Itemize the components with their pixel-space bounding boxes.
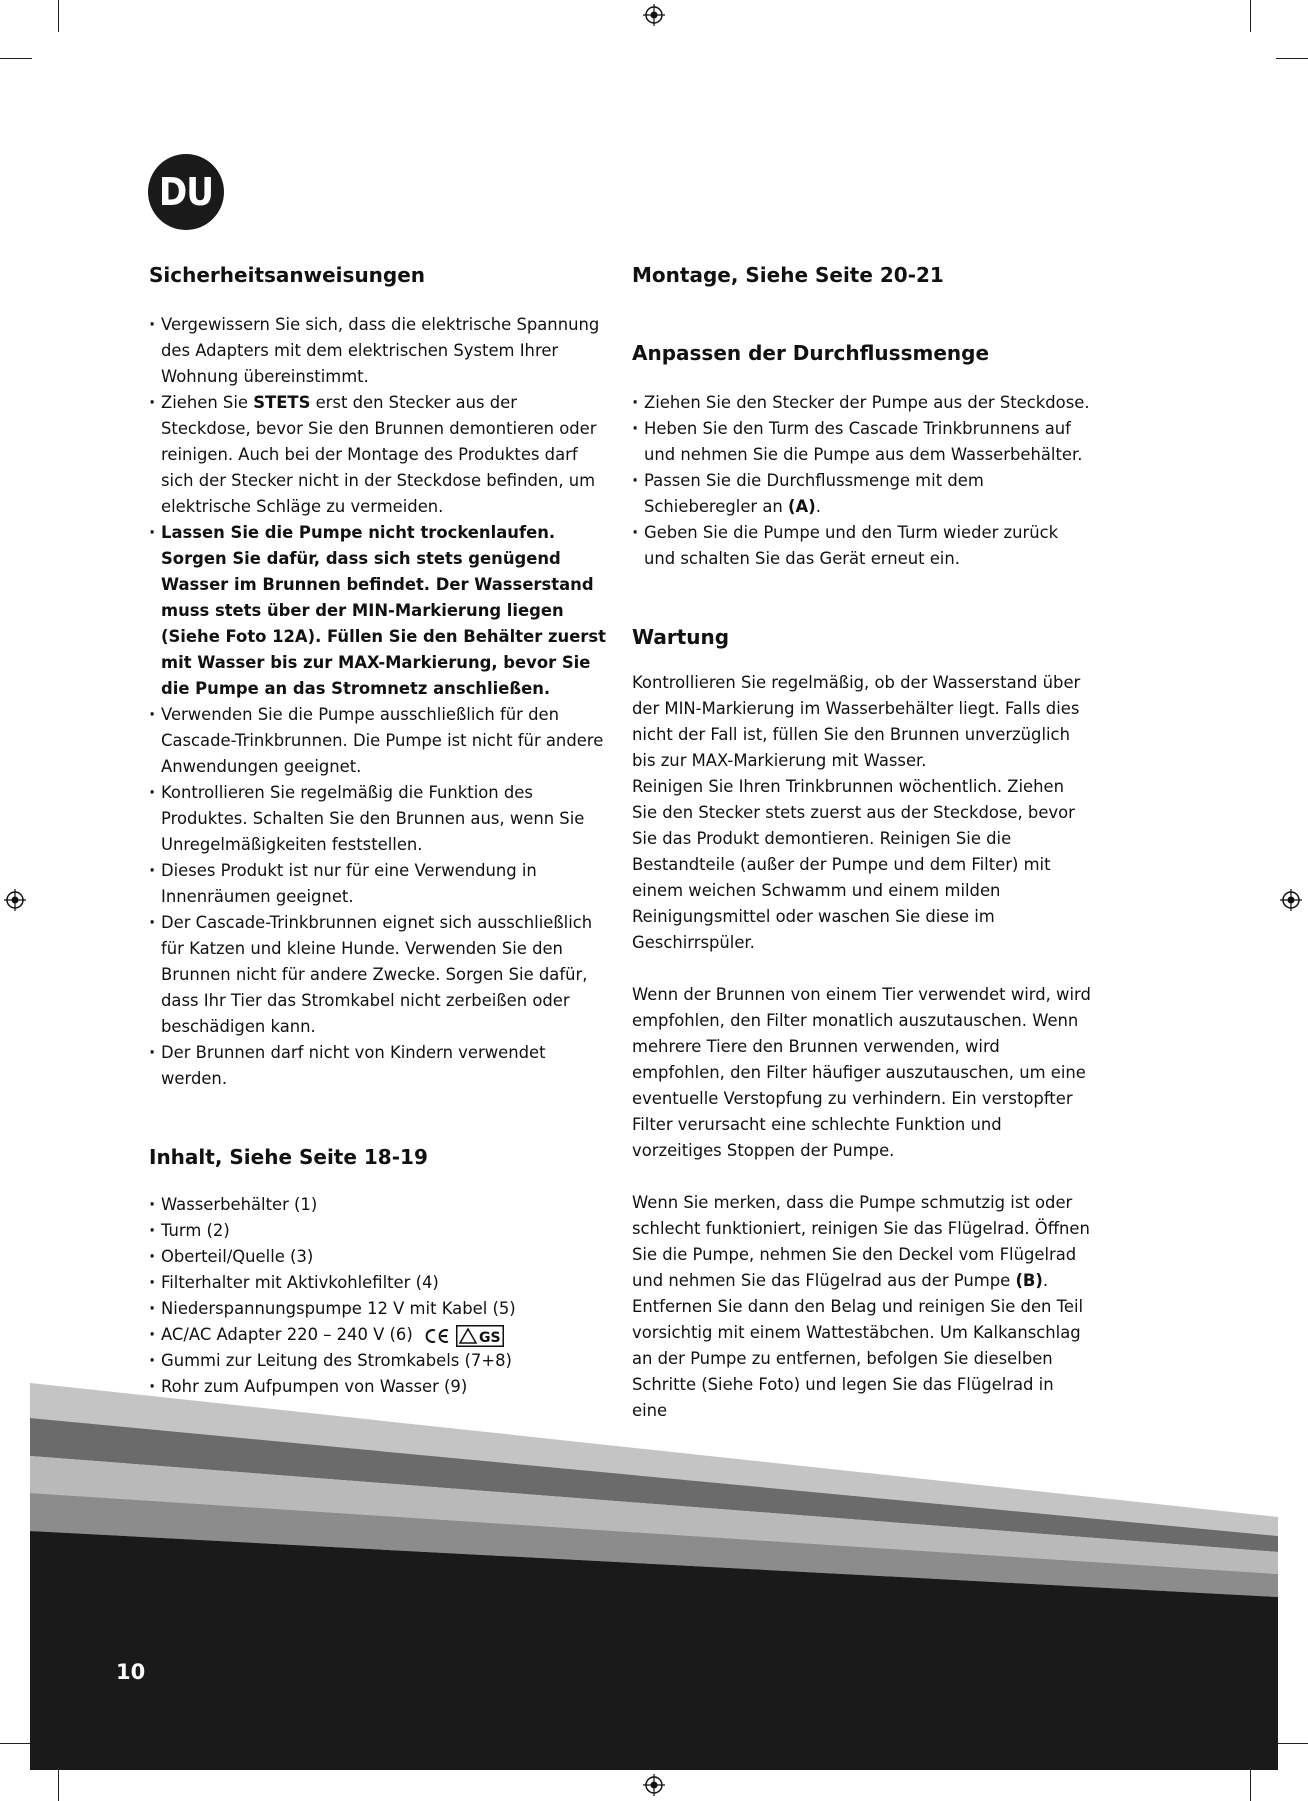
assembly-heading: Montage, Siehe Seite 20-21 [632,263,944,287]
paragraph: Wenn der Brunnen von einem Tier verwendet wird, wird empfohlen, den Filter monatlich auszutauschen. Wenn mehrere Tiere den Brunnen verwenden, wird empfohlen, den Filter häufiger auszutauschen, um eine eventuelle Verstopfung zu verhindern. Ein verstopfter Filter verursacht eine schlechte Funktion und vorzeitiges Stoppen der Pumpe. [632,985,1091,1160]
list-item: · Wasserbehälter (1) [149,1192,611,1218]
list-item: · Geben Sie die Pumpe und den Turm wieder zurück und schalten Sie das Gerät erneut ein. [632,520,1092,572]
list-item: · Heben Sie den Turm des Cascade Trinkbrunnens auf und nehmen Sie die Pumpe aus dem Wasserbehälter. [632,416,1092,468]
flow-heading: Anpassen der Durchflussmenge [632,341,990,365]
list-item: · Der Cascade-Trinkbrunnen eignet sich ausschließlich für Katzen und kleine Hunde. Verwenden Sie den Brunnen nicht für andere Zwecke. Sorgen Sie dafür, dass Ihr Tier das Stromkabel nicht zerbeißen oder beschädigen kann. [149,910,611,1040]
svg-text:GS: GS [478,1329,501,1346]
list-item: · Kontrollieren Sie regelmäßig die Funktion des Produktes. Schalten Sie den Brunnen aus, wenn Sie Unregelmäßigkeiten feststellen. [149,780,611,858]
list-item: · Niederspannungspumpe 12 V mit Kabel (5) [149,1296,611,1322]
safety-heading: Sicherheitsanweisungen [149,263,426,287]
paragraph: Wenn Sie merken, dass die Pumpe schmutzig ist oder schlecht funktioniert, reinigen Sie das Flügelrad. Öffnen Sie die Pumpe, nehmen Sie den Deckel vom Flügelrad und nehmen Sie das Flügelrad aus der Pumpe (B). Entfernen Sie dann den Belag und reinigen Sie den Teil vorsichtig mit einem Wattestäbchen. Um Kalkanschlag an der Pumpe zu entfernen, befolgen Sie dieselben Schritte (Siehe Foto) und legen Sie das Flügelrad in eine [632,1193,1090,1420]
list-item: · Oberteil/Quelle (3) [149,1244,611,1270]
list-item: · Ziehen Sie den Stecker der Pumpe aus der Steckdose. [632,390,1092,416]
list-item: · Filterhalter mit Aktivkohlefilter (4) [149,1270,611,1296]
list-item: · Vergewissern Sie sich, dass die elektrische Spannung des Adapters mit dem elektrischen System Ihrer Wohnung übereinstimmt. [149,312,611,390]
list-item: · Verwenden Sie die Pumpe ausschließlich für den Cascade-Trinkbrunnen. Die Pumpe ist nicht für andere Anwendungen geeignet. [149,702,611,780]
page-number: 10 [116,1660,146,1684]
list-item: · AC/AC Adapter 220 – 240 V (6) GS [149,1322,611,1348]
content-heading: Inhalt, Siehe Seite 18-19 [149,1145,428,1169]
maintenance-heading: Wartung [632,625,730,649]
list-item: · Rohr zum Aufpumpen von Wasser (9) [149,1374,611,1400]
list-item: · Passen Sie die Durchflussmenge mit dem Schieberegler an (A). [632,468,1092,520]
list-item: · Turm (2) [149,1218,611,1244]
paragraph: Kontrollieren Sie regelmäßig, ob der Wasserstand über der MIN-Markierung im Wasserbehälter liegt. Falls dies nicht der Fall ist, füllen Sie den Brunnen unverzüglich bis zur MAX-Markierung mit Wasser. [632,673,1081,770]
list-item: · Lassen Sie die Pumpe nicht trockenlaufen. Sorgen Sie dafür, dass sich stets genügend Wasser im Brunnen befindet. Der Wasserstand muss stets über der MIN-Markierung liegen (Siehe Foto 12A). Füllen Sie den Behälter zuerst mit Wasser bis zur MAX-Markierung, bevor Sie die Pumpe an das Stromnetz anschließen. [149,520,611,702]
list-item: · Dieses Produkt ist nur für eine Verwendung in Innenräumen geeignet. [149,858,611,910]
language-badge: DU [148,154,224,230]
list-item: · Ziehen Sie STETS erst den Stecker aus der Steckdose, bevor Sie den Brunnen demontieren oder reinigen. Auch bei der Montage des Produktes darf sich der Stecker nicht in der Steckdose befinden, um elektrische Schläge zu vermeiden. [149,390,611,520]
paragraph: Reinigen Sie Ihren Trinkbrunnen wöchentlich. Ziehen Sie den Stecker stets zuerst aus der Steckdose, bevor Sie das Produkt demontieren. Reinigen Sie die Bestandteile (außer der Pumpe und dem Filter) mit einem weichen Schwamm und einem milden Reinigungsmittel oder waschen Sie diese im Geschirrspüler. [632,777,1075,952]
list-item: · Der Brunnen darf nicht von Kindern verwendet werden. [149,1040,611,1092]
list-item: · Gummi zur Leitung des Stromkabels (7+8) [149,1348,611,1374]
